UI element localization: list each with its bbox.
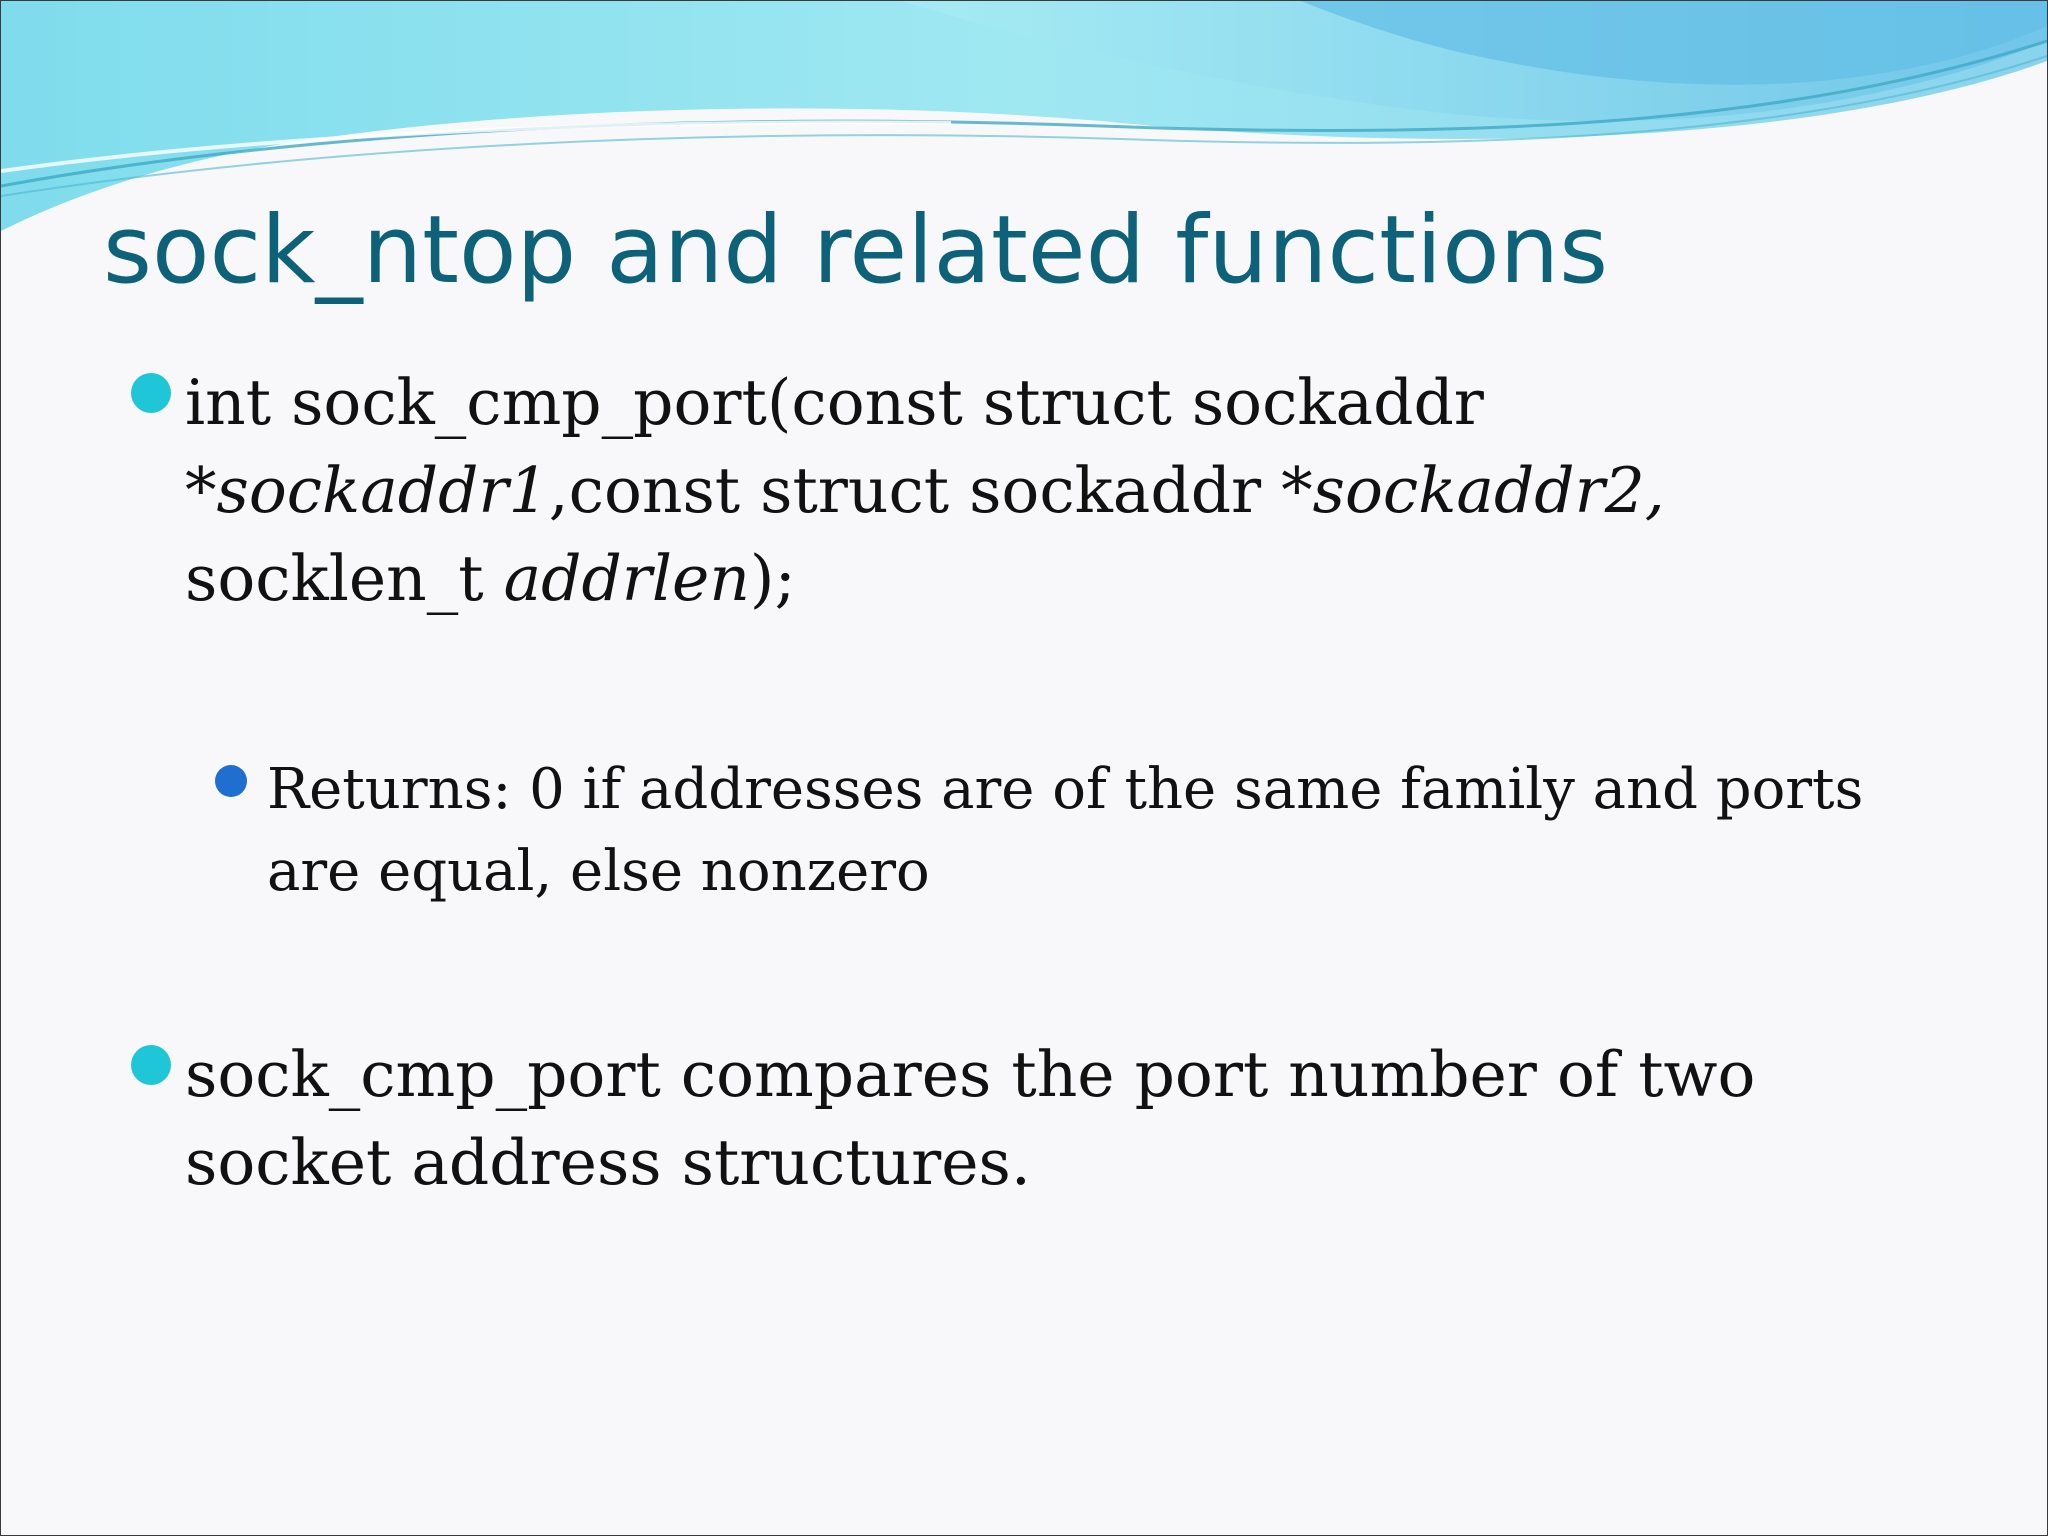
bullet-line: Returns: 0 if addresses are of the same family and ports [267,757,1864,822]
param-name: sockaddr1 [216,454,549,527]
bullet-line: sock_cmp_port compares the port number of two [185,1038,1756,1111]
bullet-line [185,535,1665,623]
param-name: sockaddr2, [1312,454,1665,527]
sub-bullet-dot-icon [215,765,247,797]
bullet-line [185,447,1665,535]
sub-bullet-returns [267,749,1863,913]
text-segment: ,const struct sockaddr * [548,454,1313,527]
bullet-dot-icon [131,1045,171,1085]
bullet-line: are equal, else nonzero [267,839,930,904]
text-segment: * [185,454,217,527]
text-segment: socklen_t [185,542,504,615]
param-name: addrlen [503,542,750,615]
bullet-dot-icon [131,373,171,413]
bullet-signature [185,359,1484,447]
text-segment: ); [749,542,796,615]
bullet-description [185,1031,1755,1207]
bullet-signature-continuation [185,447,1665,623]
slide-title: sock_ntop and related functions [103,196,1609,305]
bullet-line: int sock_cmp_port(const struct sockaddr [185,366,1484,439]
bullet-line: socket address structures. [185,1126,1031,1199]
